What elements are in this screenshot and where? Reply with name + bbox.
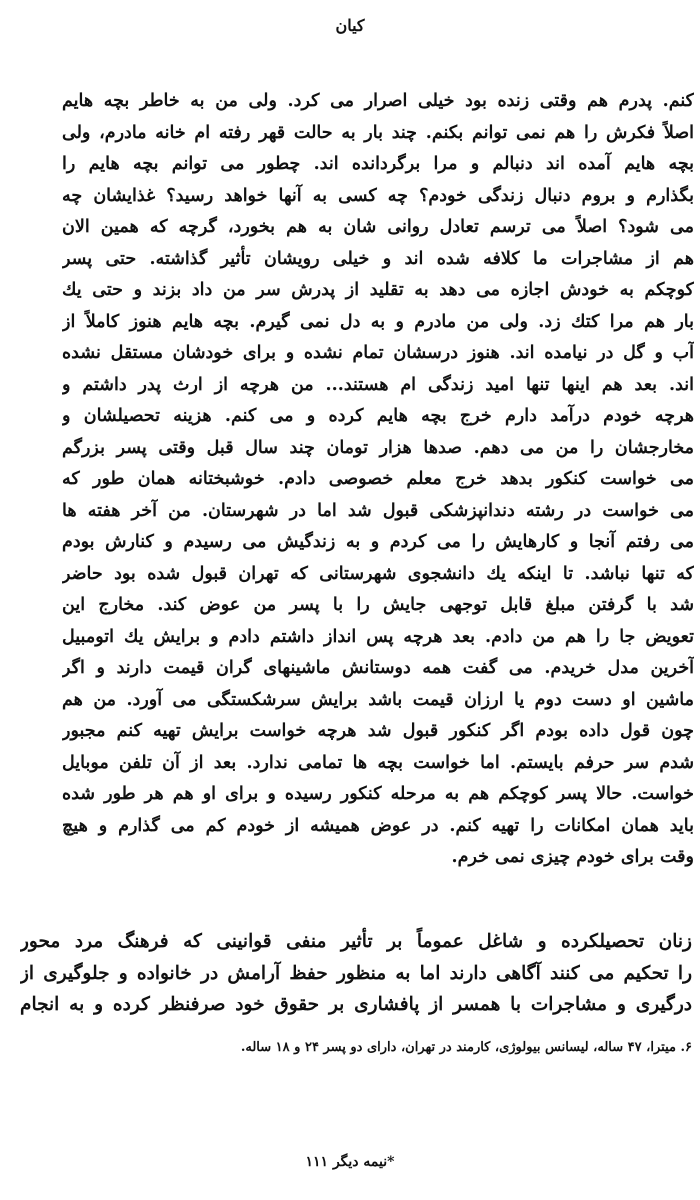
text-line: وقت برای خودم چیزی نمی خرم. xyxy=(451,847,694,867)
text-line: کنم. پدرم هم وقتی زنده بود خیلی اصرار می کرد. ولی من به خاطر بچه هایم xyxy=(62,91,694,111)
footnote: ۶. میترا، ۴۷ ساله، لیسانس بیولوژی، کارمند در تهران، دارای دو پسر ۲۴ و ۱۸ ساله. xyxy=(240,1040,692,1055)
paragraph-analysis xyxy=(20,926,692,1021)
text-line: بگذارم و بروم دنبال زندگی خودم؟ چه کسی به آنها خواهد رسید؟ غذایشان چه xyxy=(62,185,694,206)
text-line: اند. بعد هم اینها تنها امید زندگی ام هستند... من هرچه از ارث پدر داشتم و xyxy=(62,374,694,395)
text-line: می رفتم آنجا و کارهایش را می کردم و به زندگیش می رسیدم و کنارش بودم xyxy=(62,532,694,552)
text-line: زنان تحصیلکرده و شاغل عموماً بر تأثیر منفی قوانینی که فرهنگ مرد محور xyxy=(20,931,692,952)
text-line: اصلاً فکرش را هم نمی توانم بکنم. چند بار به حالت قهر رفته ام خانه مادرم، ولی xyxy=(62,122,694,143)
text-line: می خواست در رشته دندانپزشکی قبول شد اما در شهرستان. من آخر هفته ها xyxy=(62,500,694,521)
text-line: بار هم مرا کتك زد. ولی من مادرم و به دل نمی گیرم. بچه هایم هنوز کاملاً از xyxy=(62,311,694,332)
text-line: بچه هایم آمده اند دنبالم و مرا برگردانده اند. چطور می توانم بچه هایم را xyxy=(62,154,694,174)
text-line: آب و گل در نیامده اند. هنوز درسشان تمام نشده و برای خودشان مستقل نشده xyxy=(62,343,694,363)
text-line: مخارجشان را من می دهم. صدها هزار تومان چند سال قبل وقتی پسر بزرگم xyxy=(62,437,694,458)
text-line: هرچه خودم درآمد دارم خرج بچه هایم کرده و می کنم. هزینه تحصیلشان و xyxy=(62,406,694,426)
text-line: را تحکیم می کنند آگاهی دارند اما به منظور حفظ آرامش در خانواده و جلوگیری از xyxy=(20,962,692,984)
text-line: درگیری و مشاجرات با همسر از پافشاری بر حقوق خود صرفنظر کرده و به انجام xyxy=(20,994,692,1015)
text-line: چون قول داده بودم اگر کنکور قبول شد هرچه خواست برایش تهیه کنم مجبور xyxy=(62,721,694,741)
text-line: باید همان امکانات را تهیه کنم. در عوض همیشه از خودم کم می گذارم و هیچ xyxy=(62,815,694,836)
text-line: شدم سر حرفم بایستم. اما خواست بچه ها تمامی ندارد. بعد از آن تلفن موبایل xyxy=(62,752,694,773)
text-line: شد با گرفتن مبلغ قابل توجهی جایش را با پسر من عوض کند. مخارج این xyxy=(62,595,694,615)
text-line: می شود؟ اصلاً می ترسم تعادل روانی شان به هم بخورد، گرچه که همین الان xyxy=(62,217,694,237)
text-line: ماشین او دست دوم یا ارزان قیمت باشد برایش سرشکستگی می آورد. من هم xyxy=(62,689,694,710)
paragraph-testimony xyxy=(62,86,694,874)
text-line: که تنها نباشد. تا اینکه یك دانشجوی شهرستانی که تهران قبول شده بود حاضر xyxy=(62,563,694,584)
text-line: آخرین مدل خریدم. می گفت همه دوستانش ماشینهای گران قیمت دارند و اگر xyxy=(62,658,694,678)
text-line: کوچکم به خودش اجازه می دهد به تقلید از پدرش سر من داد بزند و حتی یك xyxy=(62,280,694,300)
running-header: کیان xyxy=(335,16,365,35)
text-line: می خواست کنکور بدهد خرج معلم خصوصی دادم. خوشبختانه همان طور که xyxy=(62,469,694,489)
text-line: تعویض جا را هم من دادم. بعد هرچه پس انداز داشتم دادم و برایش یك اتومبیل xyxy=(62,626,694,647)
text-line: هم از مشاجرات ما کلافه شده اند و خیلی رویشان تأثیر گذاشته. حتی پسر xyxy=(62,248,694,269)
text-line: خواست. حالا پسر کوچکم هم به مرحله کنکور رسیده و برای او هم هر طور شده xyxy=(62,784,694,804)
page-footer: نیمه دیگر ۱۱۱* xyxy=(305,1154,395,1170)
